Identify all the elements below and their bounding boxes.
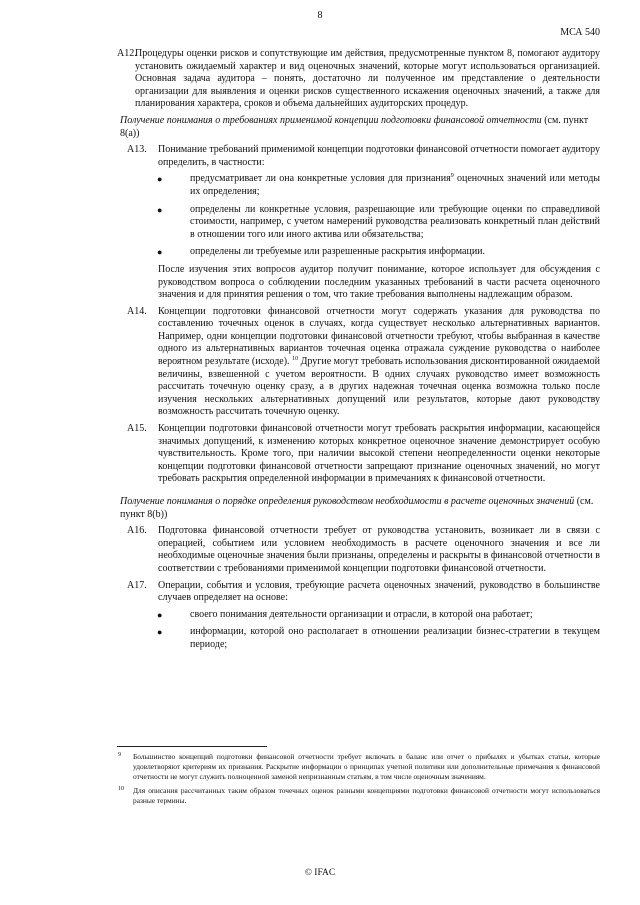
bullet-icon: ● <box>157 174 163 185</box>
a13-bullet-list <box>157 173 601 259</box>
list-item: ● своего понимания деятельности организации и отрасли, в которой она работает; <box>157 608 533 620</box>
footnote-text: Большинство концепций подготовки финансовой отчетности требует включать в баланс или отчет о прибылях и убытках статьи, которые удовлетворяют критериям их признания. Раскрытие информации о принципах учетной политики или дополнительные примечания к финансовой отчетности не могут служить полноценной заменой непризнанным статьям, в том числе оценочным значениям. <box>133 752 600 781</box>
paragraph-number: A14. <box>127 305 147 317</box>
footnote-divider <box>117 746 267 747</box>
footnote-number: 9 <box>118 752 121 758</box>
footnote-9 <box>118 752 600 782</box>
paragraph-a16 <box>127 525 600 575</box>
heading-ref: (см. пункт 8(a)) <box>120 114 589 139</box>
footnote-text: Для описания рассчитанных таким образом точечных оценок разными концепциями подготовки финансовой отчетности могут использоваться разные термины. <box>133 786 600 805</box>
section-heading-2 <box>120 496 600 521</box>
list-item: ● предусматривает ли она конкретные условия для признания$^9$ оценочных значений или методы их определения; <box>157 173 601 197</box>
standard-code: МСА 540 <box>560 27 600 38</box>
paragraph-text: Концепции подготовки финансовой отчетности могут требовать раскрытия информации, касающейся значимых допущений, к изменению которых конкретное оценочное значение демонстрирует особую чувствительность. Кроме того, при наличии высокой степени неопределенности оценки некоторые концепции подготовки финансовой отчетности запрещают признание оценочных значений, но могут требовать раскрытия определенной информации в примечаниях к финансовой отчетности. <box>158 423 600 485</box>
paragraph-number: A12. <box>117 48 137 59</box>
a17-bullet-list <box>157 608 600 652</box>
paragraph-a15 <box>127 423 600 486</box>
paragraph-a17 <box>127 579 600 605</box>
list-item: ● определены ли требуемые или разрешенные раскрытия информации. <box>157 246 486 258</box>
paragraph-text: Понимание требований применимой концепции подготовки финансовой отчетности помогает аудитору определить, в частности: <box>158 144 600 168</box>
list-item: ● определены ли конкретные условия, разрешающие или требующие оценки по справедливой стоимости, например, с учетом намерений руководства реализовать конкретный план действий в отношении того или иного актива или обязательства; <box>157 203 600 240</box>
paragraph-number: A15. <box>127 423 147 435</box>
footnote-number: 10 <box>118 786 124 792</box>
heading-italic: Получение понимания о порядке определения руководством необходимости в расчете оценочных значений <box>120 496 575 507</box>
paragraph-number: A16. <box>127 525 147 537</box>
bullet-icon: ● <box>157 627 163 638</box>
paragraph-a13-continuation <box>158 264 600 302</box>
paragraph-text: Подготовка финансовой отчетности требует от руководства установить, возникает ли в связи с операцией, событием или условием необходимость в расчете оценочного значения и все ли необходимые оценочные значения были признаны, определены и раскрыты в финансовой отчетности в соответствии с требованиями применимой концепции подготовки финансовой отчетности. <box>158 525 600 574</box>
main-content <box>0 48 640 657</box>
bullet-icon: ● <box>157 609 163 620</box>
paragraph-number: A17. <box>127 579 147 591</box>
section-heading-1 <box>120 115 600 140</box>
paragraph-a13 <box>127 144 600 169</box>
paragraph-text: После изучения этих вопросов аудитор получит понимание, которое использует для обсуждения с руководством вопроса о соблюдении последним указанных требований в части расчета оценочного значения и для принятия решения о том, что такие требования выполнены надлежащим образом. <box>158 263 600 301</box>
paragraph-number: A13. <box>127 144 147 156</box>
paragraph-text: Процедуры оценки рисков и сопутствующие им действия, предусмотренные пунктом 8, помогают аудитору установить ожидаемый характер и вид оценочных значений, которые могут использоваться организацией. Основная задача аудитора – понять, достаточно ли полученное им представление о деятельности организации для выявления и оценки рисков существенного искажения оценочных значений, а также для планирования характера, сроков и объема дальнейших аудиторских процедур. <box>135 48 600 110</box>
bullet-icon: ● <box>157 247 163 258</box>
copyright-footer: © IFAC <box>304 868 336 878</box>
paragraph-a14: A14. Концепции подготовки финансовой отчетности могут содержать указания для руководства по составлению точечных оценок в случаях, когда существует несколько альтернативных вариантов. Например, одни концепции подготовки финансовой отчетности требуют, чтобы выбранная в качестве одного из альтернативных вариантов точечная оценка отражала суждение руководства о наиболее вероятном результате (исходе). $^{10}$ Другие могут требовать использования дисконтированной ожидаемой величины, взвешенной с учетом вероятности. В одних случаях руководство имеет возможность рассчитать точечную оценку сразу, а в других надежная точечная оценка возможна только после изучения нескольких альтернативных допущений или результатов, которые дают руководству возможность рассчитать точечную оценку. <box>127 305 600 418</box>
paragraph-text: Операции, события и условия, требующие расчета оценочных значений, руководство в большинстве случаев определяет на основе: <box>158 579 600 604</box>
paragraph-a12 <box>117 48 600 111</box>
footnote-10 <box>118 786 600 806</box>
list-item: ● информации, которой оно располагает в отношении реализации бизнес-стратегии в текущем периоде; <box>157 626 600 650</box>
footnotes <box>0 752 640 810</box>
bullet-icon: ● <box>157 204 163 215</box>
page-number: 8 <box>317 10 323 21</box>
heading-italic: Получение понимания о требованиях применимой концепции подготовки финансовой отчетности <box>120 114 542 126</box>
heading-ref: (см. пункт 8(b)) <box>120 496 594 520</box>
